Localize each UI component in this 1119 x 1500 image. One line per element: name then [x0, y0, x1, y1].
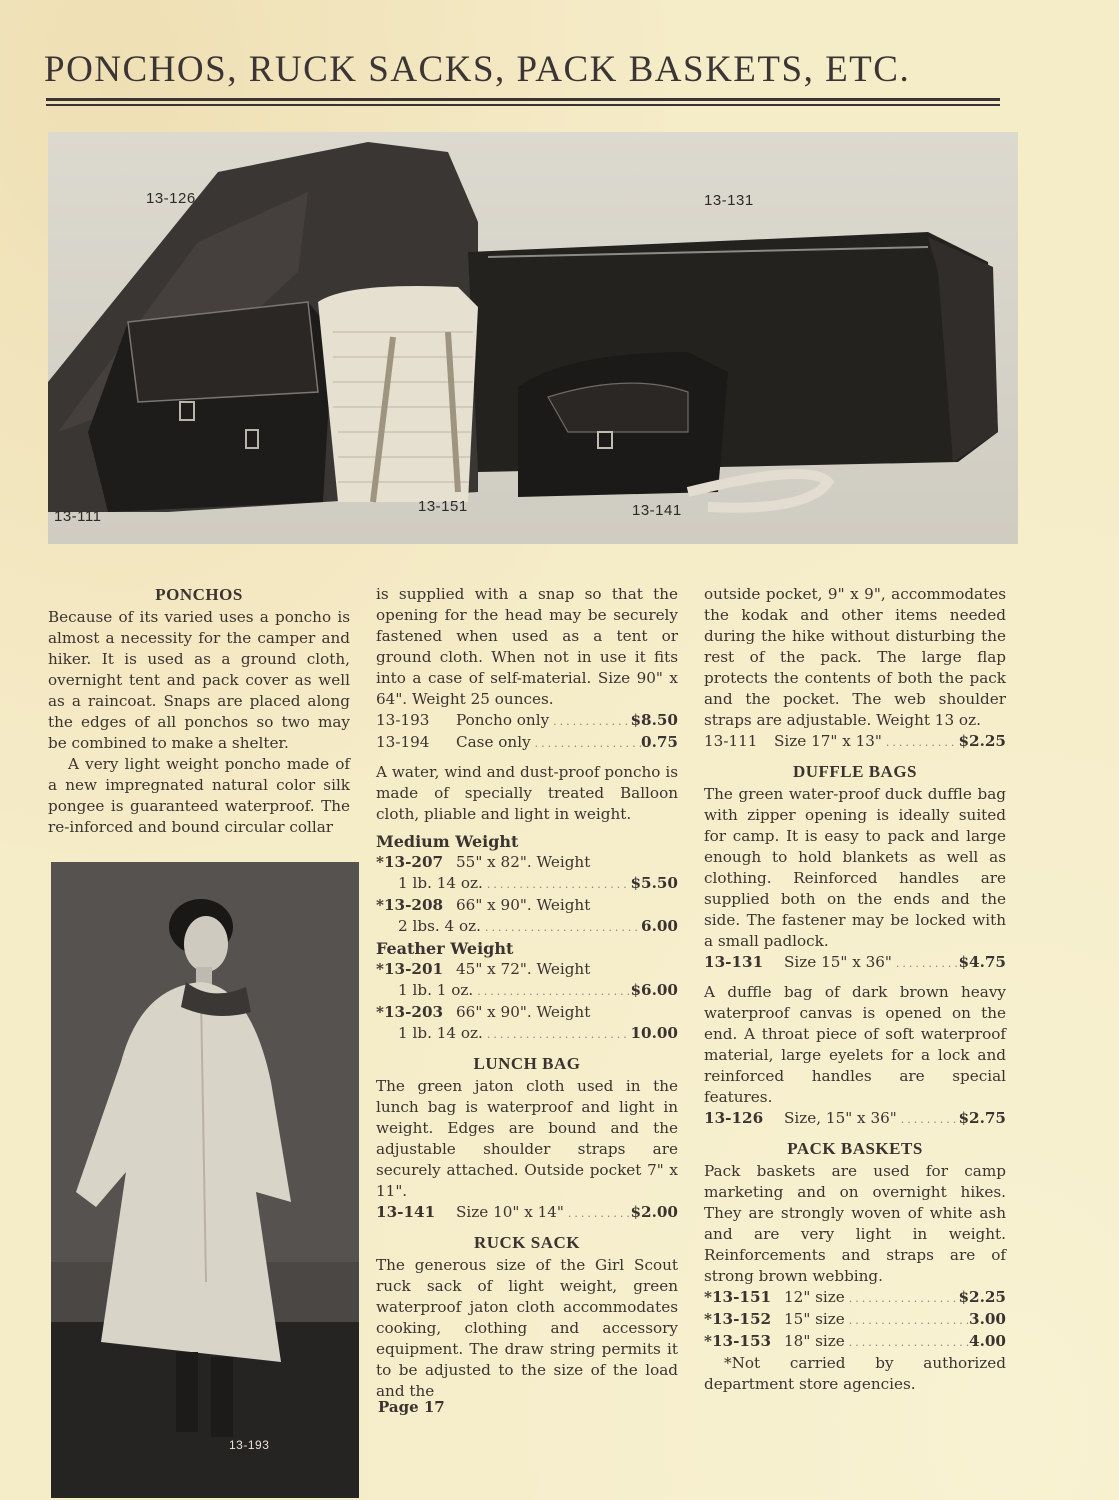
- item-price: $8.50: [630, 711, 678, 729]
- item-price: 4.00: [969, 1332, 1006, 1350]
- leader-dots: [568, 1203, 631, 1224]
- item-description: Poncho only: [456, 711, 550, 729]
- item-code: 13-131: [704, 953, 764, 971]
- item-code: 13-111: [704, 732, 758, 750]
- item-description: 18" size: [784, 1332, 845, 1350]
- pack-baskets-description: Pack baskets are used for camp marketing and on overnight hikes. They are strongly woven of white ash and are very light in weight. Reinforcements and straps are of strong brown webbing.: [704, 1162, 1006, 1285]
- price-row-13-153: [704, 1331, 1006, 1353]
- leader-dots: [535, 733, 641, 754]
- leader-dots: [896, 953, 959, 974]
- product-group-photo: [48, 132, 1018, 544]
- item-description: 15" size: [784, 1310, 845, 1328]
- leader-dots: [886, 732, 959, 753]
- photo-label-13-111: 13-111: [54, 508, 102, 525]
- item-code: 13-141: [376, 1203, 436, 1221]
- item-weight: 2 lbs. 4 oz.: [398, 917, 481, 935]
- leader-dots: [487, 874, 631, 895]
- title-rule-top: [46, 98, 1000, 101]
- duffle-bags-heading: DUFFLE BAGS: [792, 762, 918, 781]
- ponchos-heading: PONCHOS: [155, 585, 243, 604]
- leader-dots: [849, 1332, 969, 1353]
- leader-dots: [849, 1288, 959, 1309]
- leader-dots: [477, 981, 630, 1002]
- page-number: Page 17: [378, 1398, 445, 1416]
- item-description: Size 10" x 14": [456, 1203, 564, 1221]
- item-price: $2.25: [958, 1288, 1006, 1306]
- price-row-13-207: [376, 852, 678, 895]
- title-rule-bottom: [46, 104, 1000, 106]
- item-weight: 1 lb. 1 oz.: [398, 981, 474, 999]
- poncho-model-photo: [51, 862, 359, 1498]
- column-1: [48, 584, 350, 838]
- item-price: $2.75: [958, 1109, 1006, 1127]
- item-price: 10.00: [630, 1024, 678, 1042]
- brown-duffle-description: A duffle bag of dark brown heavy waterproof canvas is opened on the end. A throat piece of soft waterproof material, large eyelets for a lock and reinforced handles are special features.: [704, 983, 1006, 1106]
- item-description: Size 17" x 13": [774, 732, 882, 750]
- price-row-13-194: [376, 732, 678, 754]
- lunch-bag-heading: LUNCH BAG: [473, 1054, 581, 1073]
- item-description: 12" size: [784, 1288, 845, 1306]
- green-duffle-description: The green water-proof duck duffle bag with zipper opening is ideally suited for camp. It is easy to pack and large enough to hold blankets as well as clothing. Reinforced handles are supplied both on the ends and the side. The fastener may be locked with a small padlock.: [704, 785, 1006, 950]
- item-price: $5.50: [630, 874, 678, 892]
- item-code: 13-193: [376, 711, 430, 729]
- footnote: *Not carried by authorized department store agencies.: [704, 1354, 1006, 1393]
- ruck-sack-description: The generous size of the Girl Scout ruck sack of light weight, green waterproof jaton cloth accommodates cooking, clothing and accessory equipment. The draw string permits it to be adjusted to the size of the load and the: [376, 1256, 678, 1400]
- ruck-sack-heading: RUCK SACK: [473, 1233, 581, 1252]
- item-description: Case only: [456, 733, 531, 751]
- price-row-13-131: [704, 952, 1006, 974]
- poncho-model-illustration: [51, 862, 359, 1498]
- pack-baskets-heading: PACK BASKETS: [787, 1139, 923, 1158]
- item-code: *13-151: [704, 1288, 772, 1306]
- item-code: *13-203: [376, 1003, 444, 1021]
- price-row-13-141: [376, 1202, 678, 1224]
- price-row-13-111: [704, 731, 1006, 753]
- item-code: 13-194: [376, 733, 430, 751]
- item-size: 55" x 82". Weight: [456, 853, 591, 871]
- photo-label-13-141: 13-141: [632, 502, 682, 519]
- item-price: $4.75: [958, 953, 1006, 971]
- balloon-cloth-description: A water, wind and dust-proof poncho is made of specially treated Balloon cloth, pliable and light in weight.: [376, 763, 678, 823]
- item-weight: 1 lb. 14 oz.: [398, 1024, 483, 1042]
- lunch-bag-description: The green jaton cloth used in the lunch bag is waterproof and light in weight. Edges are bound and the adjustable shoulder straps are securely attached. Outside pocket 7" x 11".: [376, 1077, 678, 1200]
- photo-label-13-126: 13-126: [146, 190, 196, 207]
- ruck-sack-description-cont: outside pocket, 9" x 9", accommodates the kodak and other items needed during the hike without disturbing the rest of the pack. The large flap protects the contents of both the pack and the pocket. The web shoulder straps are adjustable. Weight 13 oz.: [704, 585, 1006, 729]
- price-row-13-151: [704, 1287, 1006, 1309]
- item-code: 13-126: [704, 1109, 764, 1127]
- price-row-13-201: [376, 959, 678, 1002]
- price-row-13-203: [376, 1002, 678, 1045]
- price-row-13-193: [376, 710, 678, 732]
- photo-label-13-151: 13-151: [418, 498, 468, 515]
- column-3: [704, 584, 1006, 1395]
- item-weight: 1 lb. 14 oz.: [398, 874, 483, 892]
- item-price: 3.00: [969, 1310, 1006, 1328]
- column-2: [376, 584, 678, 1402]
- price-row-13-152: [704, 1309, 1006, 1331]
- leader-dots: [849, 1310, 969, 1331]
- photo-label-13-131: 13-131: [704, 192, 754, 209]
- item-size: 66" x 90". Weight: [456, 1003, 591, 1021]
- ponchos-intro: Because of its varied uses a poncho is almost a necessity for the camper and hiker. It is used as a ground cloth, overnight tent and pack cover as well as a raincoat. Snaps are placed along the edges of all ponchos so two may be combined to make a shelter.: [48, 608, 350, 752]
- model-face: [184, 916, 228, 972]
- item-code: *13-153: [704, 1332, 772, 1350]
- photo-label-13-193: 13-193: [229, 1438, 270, 1452]
- leader-dots: [485, 917, 641, 938]
- feather-weight-heading: Feather Weight: [376, 939, 514, 958]
- leader-dots: [487, 1024, 631, 1045]
- item-price: 0.75: [641, 733, 678, 751]
- item-code: *13-208: [376, 896, 444, 914]
- medium-weight-heading: Medium Weight: [376, 832, 519, 851]
- item-size: 45" x 72". Weight: [456, 960, 591, 978]
- silk-poncho-description-cont: is supplied with a snap so that the opening for the head may be securely fastened when used as a tent or ground cloth. When not in use it fits into a case of self-material. Size 90" x 64". Weight 25 ounces.: [376, 585, 678, 708]
- price-row-13-208: [376, 895, 678, 938]
- price-row-13-126: [704, 1108, 1006, 1130]
- page-title: PONCHOS, RUCK SACKS, PACK BASKETS, ETC.: [44, 49, 911, 90]
- leader-dots: [553, 711, 630, 732]
- item-size: 66" x 90". Weight: [456, 896, 591, 914]
- item-description: Size, 15" x 36": [784, 1109, 897, 1127]
- item-description: Size 15" x 36": [784, 953, 892, 971]
- silk-poncho-description: A very light weight poncho made of a new impregnated natural color silk pongee is guaranteed waterproof. The re-inforced and bound circular collar: [48, 755, 350, 836]
- item-price: $6.00: [630, 981, 678, 999]
- item-price: $2.25: [958, 732, 1006, 750]
- item-price: 6.00: [641, 917, 678, 935]
- item-code: *13-152: [704, 1310, 772, 1328]
- item-code: *13-207: [376, 853, 444, 871]
- item-code: *13-201: [376, 960, 444, 978]
- item-price: $2.00: [630, 1203, 678, 1221]
- leader-dots: [901, 1109, 959, 1130]
